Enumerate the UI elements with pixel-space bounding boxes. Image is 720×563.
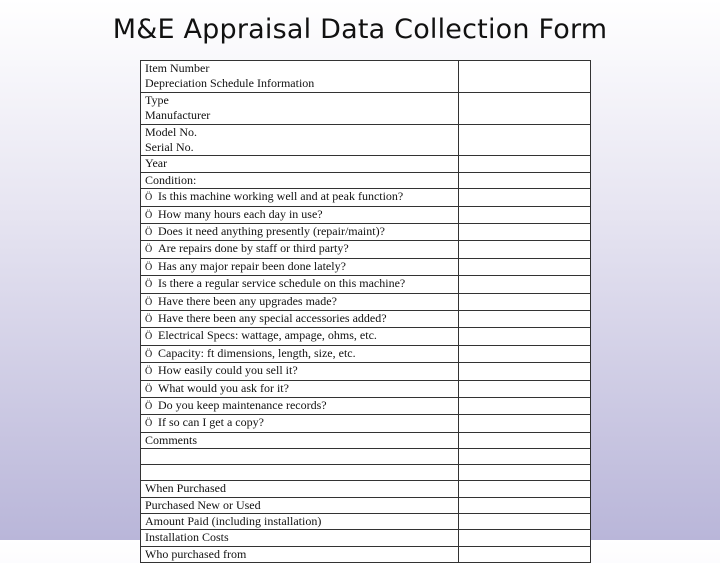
item-number-label: Item Number <box>145 61 210 75</box>
form-row <box>141 124 591 156</box>
manufacturer-label: Manufacturer <box>145 108 211 123</box>
answer-cell[interactable] <box>459 241 591 258</box>
blank-cell[interactable] <box>141 449 459 465</box>
question-row <box>141 380 591 397</box>
form-row <box>141 546 591 562</box>
question-text: How many hours each day in use? <box>158 206 323 221</box>
answer-cell[interactable] <box>459 415 591 432</box>
form-row <box>141 92 591 124</box>
value-cell[interactable] <box>459 172 591 188</box>
question-cell <box>141 206 459 223</box>
bullet-icon: Ö <box>145 418 153 430</box>
question-cell <box>141 415 459 432</box>
answer-cell[interactable] <box>459 328 591 345</box>
question-text: Capacity: ft dimensions, length, size, etc. <box>158 345 356 360</box>
question-row <box>141 363 591 380</box>
bullet-icon: Ö <box>145 279 153 291</box>
condition-label: Condition: <box>145 172 197 187</box>
question-text: If so can I get a copy? <box>158 415 264 430</box>
form-row <box>141 61 591 93</box>
question-text: Is this machine working well and at peak function? <box>158 189 404 204</box>
question-cell <box>141 380 459 397</box>
bullet-icon: Ö <box>145 261 153 273</box>
value-cell[interactable] <box>459 92 591 124</box>
form-row <box>141 514 591 530</box>
value-cell[interactable] <box>459 124 591 156</box>
bullet-icon: Ö <box>145 383 153 395</box>
value-cell[interactable] <box>459 156 591 172</box>
question-cell <box>141 189 459 206</box>
value-cell[interactable] <box>459 432 591 448</box>
question-text: Have there been any special accessories added? <box>158 311 387 325</box>
bullet-icon: Ö <box>145 209 153 221</box>
appraisal-form-table <box>140 60 591 563</box>
new-or-used-label: Purchased New or Used <box>145 497 261 512</box>
question-row <box>141 328 591 345</box>
question-text: Is there a regular service schedule on this machine? <box>158 276 406 291</box>
answer-cell[interactable] <box>459 189 591 206</box>
question-row <box>141 293 591 310</box>
label-cell <box>141 481 459 497</box>
question-text: Has any major repair been done lately? <box>158 258 346 273</box>
label-cell <box>141 92 459 124</box>
question-text: Do you keep maintenance records? <box>158 398 327 413</box>
value-cell[interactable] <box>459 514 591 530</box>
question-row <box>141 276 591 293</box>
label-cell <box>141 530 459 546</box>
comments-label: Comments <box>145 432 198 447</box>
bullet-icon: Ö <box>145 366 153 378</box>
question-text: Have there been any upgrades made? <box>158 293 337 308</box>
bullet-icon: Ö <box>145 226 153 238</box>
answer-cell[interactable] <box>459 398 591 415</box>
question-row <box>141 345 591 362</box>
answer-cell[interactable] <box>459 206 591 223</box>
bullet-icon: Ö <box>145 401 153 413</box>
page-title: M&E Appraisal Data Collection Form <box>112 14 608 45</box>
when-purchased-label: When Purchased <box>145 481 226 496</box>
serial-no-label: Serial No. <box>145 139 194 154</box>
question-cell <box>141 276 459 293</box>
label-cell <box>141 546 459 562</box>
label-cell <box>141 497 459 513</box>
value-cell[interactable] <box>459 497 591 513</box>
answer-cell[interactable] <box>459 223 591 240</box>
blank-cell[interactable] <box>141 465 459 481</box>
label-cell <box>141 156 459 172</box>
answer-cell[interactable] <box>459 311 591 328</box>
blank-row <box>141 449 591 465</box>
question-cell <box>141 398 459 415</box>
value-cell[interactable] <box>459 481 591 497</box>
form-row <box>141 432 591 448</box>
answer-cell[interactable] <box>459 363 591 380</box>
label-cell <box>141 124 459 156</box>
question-cell <box>141 328 459 345</box>
question-row <box>141 311 591 328</box>
model-no-label: Model No. <box>145 124 197 139</box>
form-row <box>141 172 591 188</box>
question-cell <box>141 241 459 258</box>
question-row <box>141 415 591 432</box>
question-cell <box>141 363 459 380</box>
blank-cell[interactable] <box>459 449 591 465</box>
answer-cell[interactable] <box>459 258 591 275</box>
question-row <box>141 241 591 258</box>
label-cell <box>141 514 459 530</box>
answer-cell[interactable] <box>459 380 591 397</box>
question-text: Electrical Specs: wattage, ampage, ohms, etc. <box>158 328 377 343</box>
value-cell[interactable] <box>459 546 591 562</box>
blank-row <box>141 465 591 481</box>
form-row <box>141 156 591 172</box>
blank-cell[interactable] <box>459 465 591 481</box>
question-cell <box>141 345 459 362</box>
label-cell <box>141 61 459 93</box>
answer-cell[interactable] <box>459 276 591 293</box>
question-row <box>141 398 591 415</box>
question-row <box>141 189 591 206</box>
value-cell[interactable] <box>459 61 591 93</box>
type-label: Type <box>145 92 169 107</box>
question-cell <box>141 311 459 328</box>
year-label: Year <box>145 156 168 171</box>
label-cell <box>141 172 459 188</box>
installation-costs-label: Installation Costs <box>145 530 229 545</box>
amount-paid-label: Amount Paid (including installation) <box>145 514 322 529</box>
bullet-icon: Ö <box>145 192 153 204</box>
label-cell <box>141 432 459 448</box>
question-text: How easily could you sell it? <box>158 363 298 378</box>
question-cell <box>141 293 459 310</box>
depreciation-label: Depreciation Schedule Information <box>145 76 315 91</box>
question-cell <box>141 223 459 240</box>
who-purchased-label: Who purchased from <box>145 546 247 561</box>
bullet-icon: Ö <box>145 331 153 343</box>
question-text: What would you ask for it? <box>158 380 289 395</box>
form-row <box>141 481 591 497</box>
bullet-icon: Ö <box>145 244 153 256</box>
question-row <box>141 258 591 275</box>
answer-cell[interactable] <box>459 293 591 310</box>
bullet-icon: Ö <box>145 314 153 325</box>
question-text: Are repairs done by staff or third party? <box>158 241 349 256</box>
value-cell[interactable] <box>459 530 591 546</box>
form-row <box>141 530 591 546</box>
bullet-icon: Ö <box>145 348 153 360</box>
form-row <box>141 497 591 513</box>
question-row <box>141 223 591 240</box>
bullet-icon: Ö <box>145 296 153 308</box>
answer-cell[interactable] <box>459 345 591 362</box>
question-row <box>141 206 591 223</box>
question-text: Does it need anything presently (repair/maint)? <box>158 223 385 238</box>
question-cell <box>141 258 459 275</box>
